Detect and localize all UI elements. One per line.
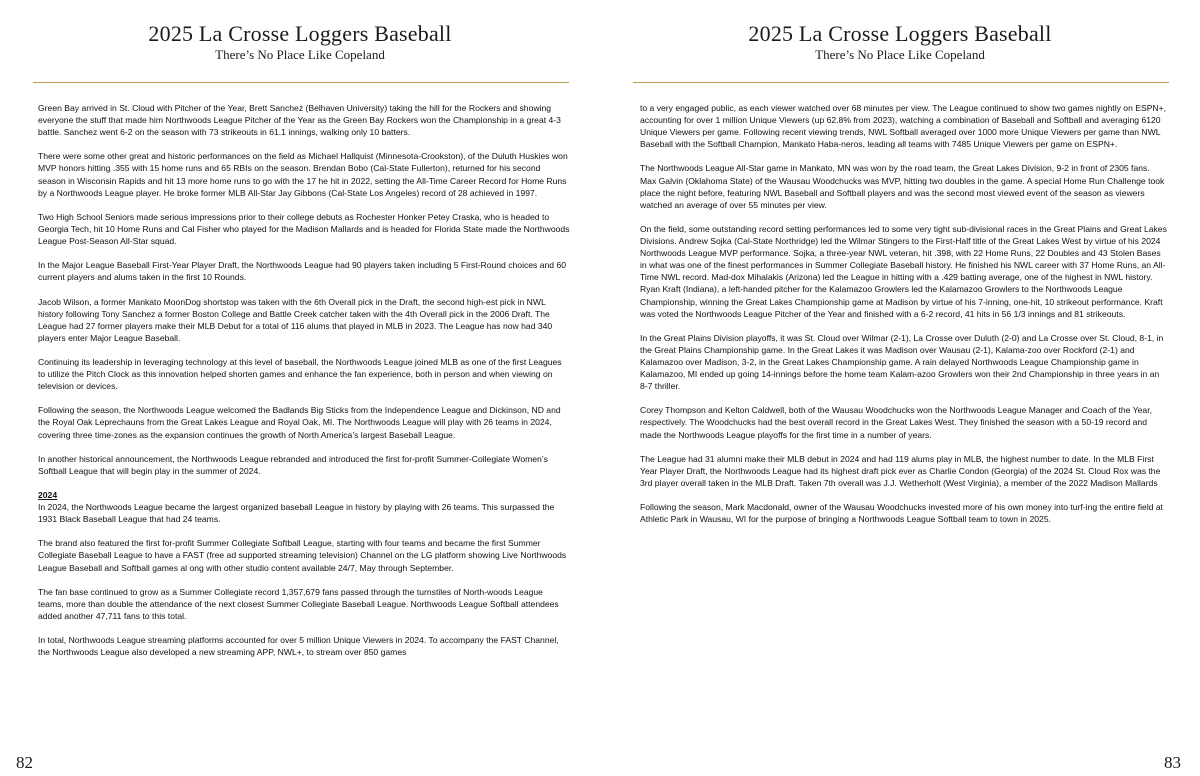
- page-header: [0, 20, 600, 62]
- right-page: [600, 0, 1200, 776]
- header-divider: [633, 82, 1169, 83]
- paragraph: Following the season, the Northwoods League welcomed the Badlands Big Sticks from the Independence League and Dickinson, ND and the Royal Oak Leprechauns from the Great Lakes League and Royal Oak, MI. The Northwoods League will play with 26 teams in 2024, covering three time-zones as the expansion continues the growth of North America’s largest Baseball League.: [38, 405, 561, 440]
- paragraph: Corey Thompson and Kelton Caldwell, both of the Wausau Woodchucks won the Northwoods League Manager and Coach of the Year, respectively. The Woodchucks had the best overall record in the Great Lakes West. They finished the season with a 50-19 record and made the Northwoods League playoffs for the first time in a number of years.: [640, 405, 1152, 440]
- paragraph: In the Major League Baseball First-Year Player Draft, the Northwoods League had 90 players taken including 5 First-Round choices and 60 current players and alums taken in the first 10 Rounds.: [38, 260, 567, 283]
- paragraph: In 2024, the Northwoods League became the largest organized baseball League in history by playing with 26 teams. This surpassed the 1931 Black Baseball League that had 24 teams.: [38, 502, 555, 525]
- page-header: [600, 20, 1200, 62]
- paragraph: Following the season, Mark Macdonald, owner of the Wausau Woodchucks invested more of his own money into turf-ing the entire field at Athletic Park in Wausau, WI for the purpose of bringing a Northwoods League Softball team to town in 2025.: [640, 502, 1164, 525]
- paragraph: In the Great Plains Division playoffs, it was St. Cloud over Wilmar (2-1), La Crosse over Duluth (2-0) and La Crosse over St. Cloud, 8-1, in the Great Plains Championship game. In the Great Lakes it was Madison over Wausau (2-1), Kalama-zoo over Rockford (2-1) and Kalamazoo over Madison, 3-2, in the Great Lakes Championship game. A rain delayed Northwoods League Championship game in Kalamazoo, MI ended up going 14-innings before the home team Kalam-azoo Growlers won their 2nd Championship in three years in an 8-7 thriller.: [640, 332, 1164, 392]
- paragraph: to a very engaged public, as each viewer watched over 68 minutes per view. The League continued to show two games nightly on ESPN+, accounting for over 1 million Unique Viewers (up 62.8% from 2023), watching a combination of Baseball and Softball and averaging 6120 Unique Viewers per game. Following recent viewing trends, NWL Softball averaged over 1000 more Unique Viewers per game than NWL Baseball with the Softball Champion, Mankato Haba-neros, leading all teams with 7485 Unique Viewers per game on ESPN+.: [640, 103, 1167, 150]
- header-divider: [33, 82, 569, 83]
- right-body-text: [640, 102, 1168, 525]
- section-heading-2024: 2024: [38, 490, 58, 500]
- paragraph: In total, Northwoods League streaming platforms accounted for over 5 million Unique Viewers in 2024. To accompany the FAST Channel, the Northwoods League also developed a new streaming APP, NWL+, to stream over 850 games: [38, 635, 559, 658]
- page-number: 83: [1164, 753, 1181, 772]
- page-title: 2025 La Crosse Loggers Baseball: [748, 21, 1052, 46]
- paragraph: Green Bay arrived in St. Cloud with Pitcher of the Year, Brett Sanchez (Belhaven University) taking the hill for the Rockers and showing everyone the stuff that made him Northwoods League Pitcher of the Year as the Green Bay Rockers won the Championship in a great 4-3 battle. Sanchez went 6-2 on the season with 73 strikeouts in 61.1 innings, walking only 10 batters.: [38, 103, 561, 138]
- paragraph: Two High School Seniors made serious impressions prior to their college debuts as Rochester Honker Petey Craska, who is headed to Georgia Tech, hit 10 Home Runs and Cal Fisher who played for the Madison Mallards and is headed for Florida State made the Northwoods League Post-Season All-Star squad.: [38, 211, 570, 247]
- left-body-text: [38, 102, 570, 658]
- paragraph: Continuing its leadership in leveraging technology at this level of baseball, the Northwoods League joined MLB as one of the first Leagues to utilize the Pitch Clock as this innovation helped shorten games and enhance the fan experience, both in person and when viewing on television or devices.: [38, 356, 562, 392]
- page-subtitle: There’s No Place Like Copeland: [215, 47, 385, 62]
- paragraph: In another historical announcement, the Northwoods League rebranded and introduced the first for-profit Summer-Collegiate Women’s Softball League that will begin play in the summer of 2024.: [38, 453, 548, 476]
- page-title: 2025 La Crosse Loggers Baseball: [148, 21, 452, 46]
- paragraph: The League had 31 alumni make their MLB debut in 2024 and had 119 alums play in MLB, the highest number to date. In the MLB First Year Player Draft, the Northwoods League had its highest draft pick ever as Charlie Condon (Georgia) of the 2024 St. Cloud Rox was the 3rd player overall taken in the MLB Draft. Taken 7th overall was J.J. Wetherholt (West Virginia), a member of the 2022 Madison Mallards: [640, 453, 1161, 488]
- page-subtitle: There’s No Place Like Copeland: [815, 47, 985, 62]
- paragraph: Jacob Wilson, a former Mankato MoonDog shortstop was taken with the 6th Overall pick in the Draft, the second high-est pick in NWL history following Tony Sanchez a former Boston College and Battle Creek catcher taken with the 4th Overall pick in the 2006 Draft. The League had 27 former players make their MLB Debut for a total of 116 alums that played in MLB in 2023. The League has now had 340 players enter Major League Baseball.: [38, 296, 553, 343]
- paragraph: The fan base continued to grow as a Summer Collegiate record 1,357,679 fans passed through the turnstiles of North-woods League teams, more than double the attendance of the next closest Summer Collegiate Baseball League. Northwoods League Softball attendees added another 47,711 fans to this total.: [38, 586, 559, 621]
- page-number: 82: [16, 753, 33, 772]
- paragraph: The Northwoods League All-Star game in Mankato, MN was won by the road team, the Great Lakes Division, 9-2 in front of 2305 fans. Max Galvin (Oklahoma State) of the Wausau Woodchucks was MVP, hitting two doubles in the game. A special Home Run Challenge took place the night before, featuring NWL Baseball and Softball players and was the second most viewed event of the season as viewers watched an average of over 55 minutes per view.: [640, 163, 1165, 210]
- paragraph: The brand also featured the first for-profit Summer Collegiate Softball League, starting with four teams and became the first Summer Collegiate Baseball League to have a FAST (free ad supported streaming television) Channel on the LG platform showing Live Northwoods League Baseball and Softball games al ong with other studio content available 24/7, May through September.: [38, 538, 567, 573]
- paragraph: There were some other great and historic performances on the field as Michael Hallquist (Minnesota-Crookston), of the Duluth Huskies won MVP honors hitting .355 with 15 home runs and 65 RBIs on the season. Brendan Bobo (Cal-State Fullerton), returned for his second season in Wisconsin Rapids and hit 13 more home runs to go with the 17 he hit in 2022, setting the All-Time Career Record for Home Runs by a Northwoods League player. He broke former MLB All-Star Jay Gibbons (Cal-State Los Angeles) record of 28 achieved in 1997.: [38, 151, 568, 198]
- paragraph: On the field, some outstanding record setting performances led to some very tight sub-divisional races in the Great Plains and Great Lakes Divisions. Andrew Sojka (Cal-State Northridge) led the Wilmar Stingers to the First-Half title of the Great Lakes West by virtue of his 2024 Northwoods League MVP performance. Sojka, a three-year NWL veteran, hit .398, with 22 Home Runs, 22 Doubles and 43 Stolen Bases in what was one of the finest performances in Summer Collegiate Baseball history. He finished his NWL career with 37 Home Runs, an All-Time NWL record. Mad-dox Mihalakis (Arizona) led the League in hitting with a .429 batting average, one of the highest in NWL history. Ryan Kraft (Indiana), a left-handed pitcher for the Kalamazoo Growlers led the Kalamazoo Growlers to the Northwoods League Championship, winning the Great Lakes Championship game at Madison by virtue of his 7-inning, one-hit, 10 strikeout performance. Kraft was voted the Northwoods League Pitcher of the Year and finished with a 6-2 record, 41 hits in 56 1/3 innings and 81 strikeouts.: [640, 223, 1167, 319]
